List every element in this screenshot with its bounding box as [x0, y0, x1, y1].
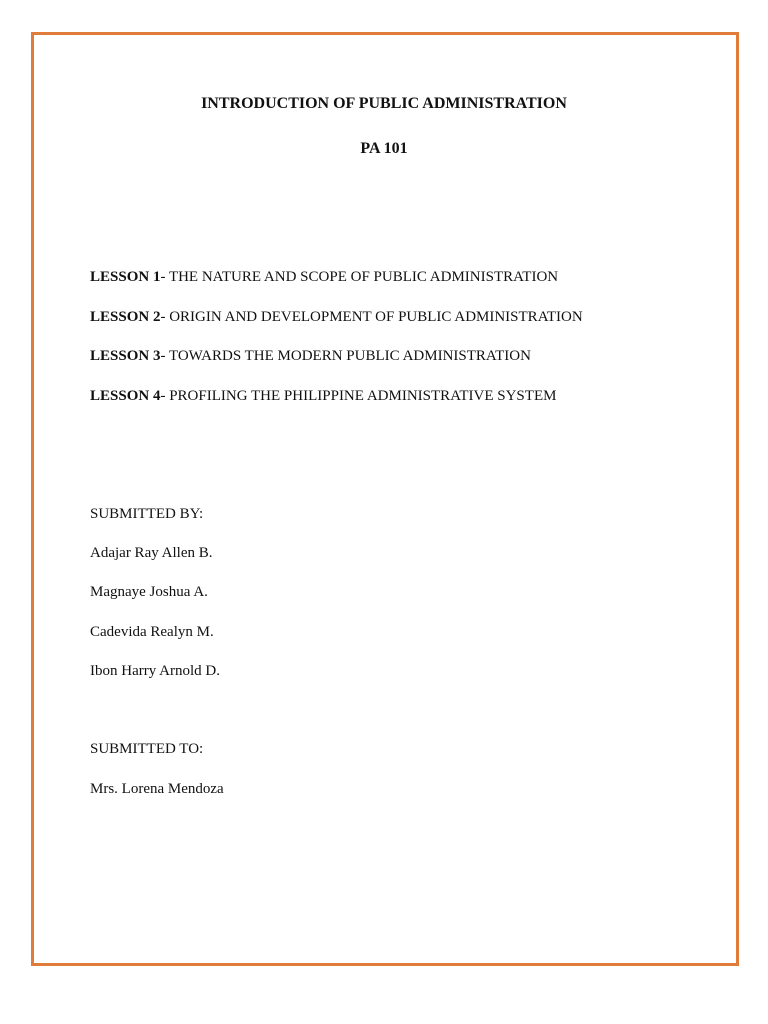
- lesson-number: LESSON 1: [90, 269, 161, 285]
- submitted-by-label: SUBMITTED BY:: [90, 506, 204, 522]
- lesson-line-1: [90, 270, 558, 285]
- lesson-topic: THE NATURE AND SCOPE OF PUBLIC ADMINISTRATION: [168, 269, 559, 285]
- lesson-separator: -: [160, 388, 170, 404]
- lesson-number: LESSON 4: [90, 388, 161, 404]
- submitter-name: Magnaye Joshua A.: [90, 584, 208, 600]
- lesson-topic: ORIGIN AND DEVELOPMENT OF PUBLIC ADMINISTRATION: [169, 309, 583, 325]
- page-border: [31, 32, 739, 966]
- recipient-name: Mrs. Lorena Mendoza: [90, 781, 224, 797]
- lesson-separator: -: [160, 269, 169, 285]
- submitted-to-label: SUBMITTED TO:: [90, 741, 204, 757]
- course-code: PA 101: [360, 140, 408, 157]
- lesson-separator: -: [160, 309, 170, 325]
- lesson-number: LESSON 2: [90, 309, 161, 325]
- lesson-line-2: [90, 310, 583, 325]
- lesson-separator: -: [160, 348, 169, 364]
- submitter-name: Cadevida Realyn M.: [90, 624, 214, 640]
- lesson-line-3: [90, 349, 531, 364]
- submitter-name: Ibon Harry Arnold D.: [90, 663, 220, 679]
- document-title: INTRODUCTION OF PUBLIC ADMINISTRATION: [201, 95, 567, 112]
- submitter-name: Adajar Ray Allen B.: [90, 545, 213, 561]
- lesson-topic: TOWARDS THE MODERN PUBLIC ADMINISTRATION: [168, 348, 531, 364]
- lesson-topic: PROFILING THE PHILIPPINE ADMINISTRATIVE SYSTEM: [169, 388, 557, 404]
- lesson-line-4: [90, 389, 556, 404]
- lesson-number: LESSON 3: [90, 348, 161, 364]
